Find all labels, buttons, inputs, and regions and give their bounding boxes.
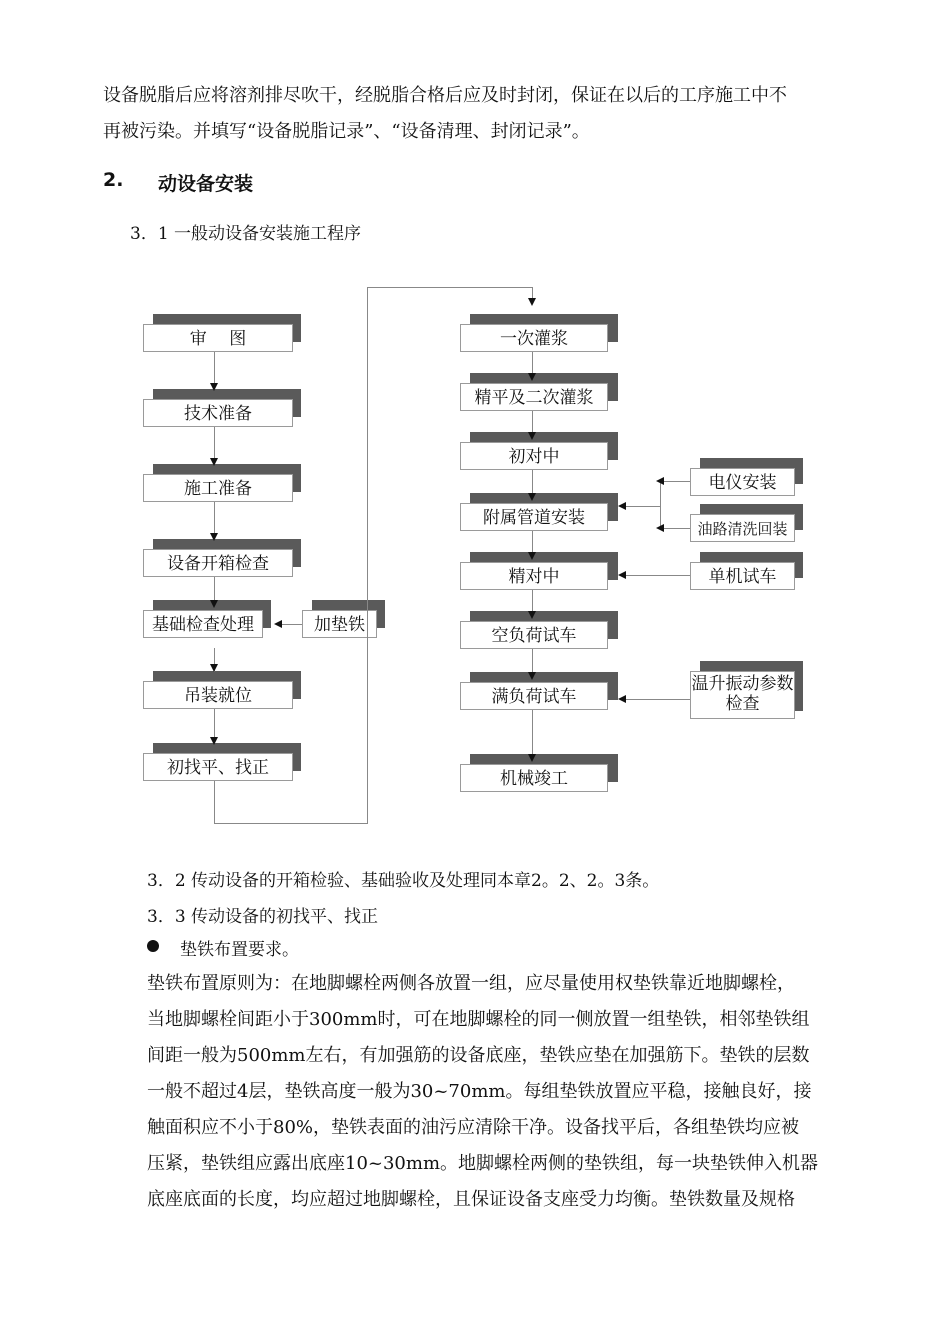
flow-box-jingduizhong: 精对中 bbox=[460, 562, 608, 590]
connector bbox=[532, 411, 533, 433]
arrow-down bbox=[210, 600, 218, 608]
arrow-left bbox=[656, 477, 664, 485]
body-line-7: 底座底面的长度，均应超过地脚螺栓，且保证设备支座受力均衡。垫铁数量及规格 bbox=[147, 1189, 795, 1210]
arrow-left bbox=[618, 502, 626, 510]
connector bbox=[626, 506, 660, 507]
flow-box-chuduizhong: 初对中 bbox=[460, 442, 608, 470]
body-line-3: 间距一般为500mm左右，有加强筋的设备底座，垫铁应垫在加强筋下。垫铁的层数 bbox=[147, 1045, 810, 1066]
connector bbox=[532, 590, 533, 612]
connector bbox=[626, 699, 690, 700]
flow-box-diaozhuang: 吊装就位 bbox=[143, 681, 293, 709]
arrow-down bbox=[528, 298, 536, 306]
body-line-4: 一般不超过4层，垫铁高度一般为30~70mm。每组垫铁放置应平稳，接触良好，接 bbox=[147, 1081, 812, 1102]
flow-box-fushu: 附属管道安装 bbox=[460, 503, 608, 531]
flow-box-kaixiang: 设备开箱检查 bbox=[143, 549, 293, 577]
connector bbox=[532, 531, 533, 553]
flow-box-wensheng: 温升振动参数检查 bbox=[690, 671, 795, 719]
arrow-left bbox=[656, 524, 664, 532]
flow-box-shigong: 施工准备 bbox=[143, 474, 293, 502]
arrow-down bbox=[528, 373, 536, 381]
connector bbox=[626, 575, 690, 576]
body-line-5: 触面积应不小于80%，垫铁表面的油污应清除干净。设备找平后，各组垫铁均应被 bbox=[147, 1117, 800, 1138]
connector bbox=[660, 528, 690, 529]
flow-box-jichu: 基础检查处理 bbox=[143, 610, 263, 638]
flow-box-dianyi: 电仪安装 bbox=[690, 468, 795, 496]
section-title: 动设备安装 bbox=[158, 173, 254, 195]
body-line-1: 垫铁布置原则为：在地脚螺栓两侧各放置一组，应尽量使用权垫铁靠近地脚螺栓， bbox=[147, 973, 795, 994]
connector bbox=[367, 287, 532, 288]
arrow-down bbox=[528, 552, 536, 560]
connector bbox=[660, 481, 661, 528]
connector bbox=[367, 287, 368, 824]
arrow-down bbox=[528, 493, 536, 501]
connector bbox=[532, 649, 533, 673]
connector bbox=[214, 427, 215, 459]
section-number: 2. bbox=[103, 169, 124, 191]
flow-box-manfuhe: 满负荷试车 bbox=[460, 682, 608, 710]
flow-box-shentu: 审 图 bbox=[143, 324, 293, 352]
arrow-down bbox=[210, 664, 218, 672]
arrow-down bbox=[210, 533, 218, 541]
arrow-down bbox=[528, 432, 536, 440]
connector bbox=[214, 352, 215, 384]
subsection-3-1: 3．1 一般动设备安装施工程序 bbox=[130, 224, 362, 244]
arrow-left bbox=[274, 620, 282, 628]
intro-line-2: 再被污染。并填写“设备脱脂记录”、“设备清理、封闭记录”。 bbox=[103, 121, 590, 142]
flow-box-jingping: 精平及二次灌浆 bbox=[460, 383, 608, 411]
intro-line-1: 设备脱脂后应将溶剂排尽吹干，经脱脂合格后应及时封闭，保证在以后的工序施工中不 bbox=[103, 85, 787, 106]
subsection-3-2: 3．2 传动设备的开箱检验、基础验收及处理同本章2。2、2。3条。 bbox=[147, 871, 660, 891]
arrow-down bbox=[210, 737, 218, 745]
connector bbox=[532, 470, 533, 494]
bullet-icon bbox=[147, 940, 159, 952]
flow-box-chuzhaoping: 初找平、找正 bbox=[143, 753, 293, 781]
connector bbox=[532, 710, 533, 755]
arrow-left bbox=[618, 571, 626, 579]
connector bbox=[214, 502, 215, 534]
connector bbox=[532, 352, 533, 374]
flow-box-jishu: 技术准备 bbox=[143, 399, 293, 427]
connector bbox=[214, 577, 215, 601]
flow-box-yici: 一次灌浆 bbox=[460, 324, 608, 352]
connector bbox=[660, 481, 690, 482]
connector bbox=[214, 781, 215, 823]
connector bbox=[282, 624, 302, 625]
subsection-3-3: 3．3 传动设备的初找平、找正 bbox=[147, 907, 379, 927]
flow-box-jiadietie: 加垫铁 bbox=[302, 610, 377, 638]
flow-box-kongfuhe: 空负荷试车 bbox=[460, 621, 608, 649]
arrow-left bbox=[618, 695, 626, 703]
arrow-down bbox=[210, 458, 218, 466]
arrow-down bbox=[210, 383, 218, 391]
connector bbox=[214, 823, 367, 824]
arrow-down bbox=[528, 672, 536, 680]
body-line-6: 压紧，垫铁组应露出底座10~30mm。地脚螺栓两侧的垫铁组，每一块垫铁伸入机器 bbox=[147, 1153, 819, 1174]
flow-box-jungong: 机械竣工 bbox=[460, 764, 608, 792]
arrow-down bbox=[528, 754, 536, 762]
flow-box-youlu: 油路清洗回装 bbox=[690, 514, 795, 542]
bullet-text: 垫铁布置要求。 bbox=[180, 940, 299, 960]
arrow-down bbox=[528, 611, 536, 619]
flow-box-danji: 单机试车 bbox=[690, 562, 795, 590]
body-line-2: 当地脚螺栓间距小于300mm时，可在地脚螺栓的同一侧放置一组垫铁，相邻垫铁组 bbox=[147, 1009, 810, 1030]
